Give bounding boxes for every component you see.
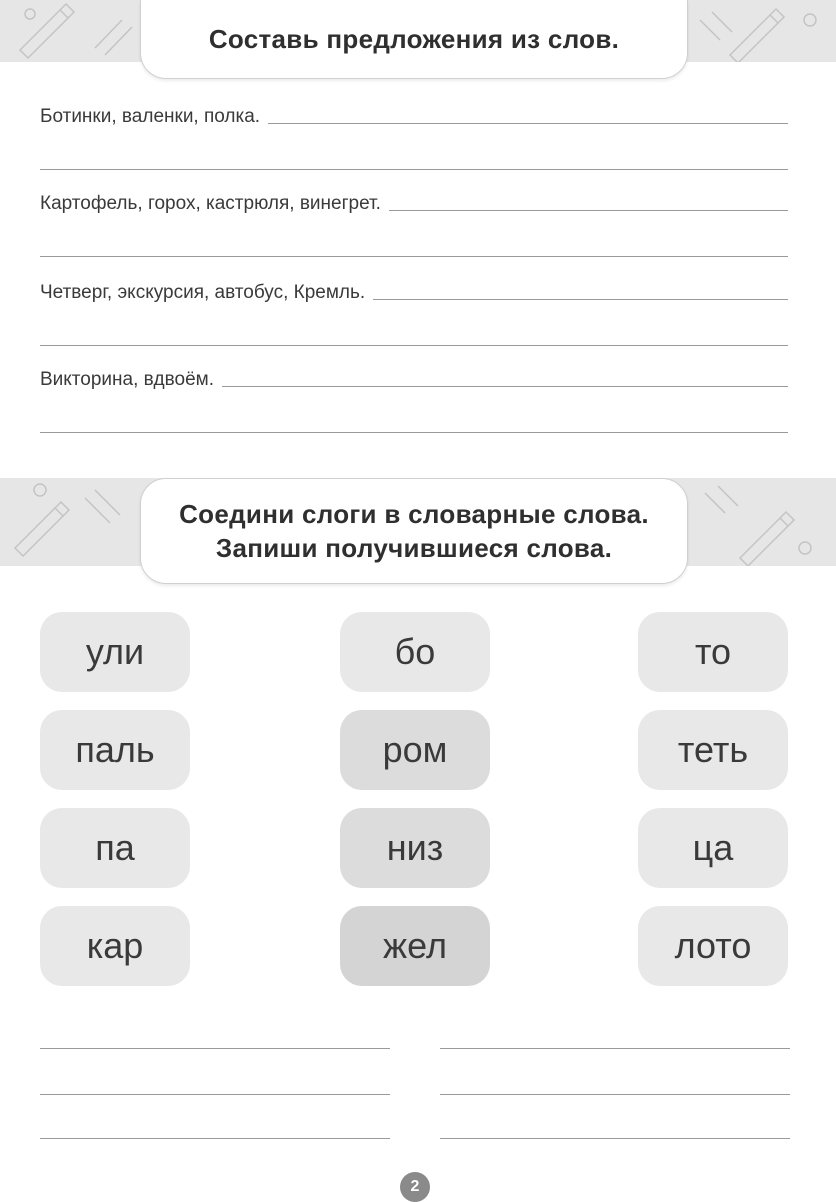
answer-line[interactable] <box>268 123 788 124</box>
answer-line[interactable] <box>40 432 788 433</box>
answer-line[interactable] <box>40 256 788 257</box>
answer-line[interactable] <box>440 1138 790 1139</box>
answer-line[interactable] <box>40 1094 390 1095</box>
answer-line[interactable] <box>40 1048 390 1049</box>
exercise-4 <box>40 368 788 433</box>
answer-line[interactable] <box>440 1048 790 1049</box>
prompt-text: Ботинки, валенки, полка. <box>40 106 261 127</box>
exercise-1 <box>40 105 788 170</box>
syllable-tile[interactable]: бо <box>340 612 490 692</box>
exercise-2 <box>40 192 788 257</box>
section1-title-card <box>140 0 688 79</box>
answer-line[interactable] <box>40 1138 390 1139</box>
page-number-badge: 2 <box>400 1172 430 1202</box>
syllable-tile[interactable]: кар <box>40 906 190 986</box>
syllable-tile[interactable]: па <box>40 808 190 888</box>
prompt-text: Четверг, экскурсия, автобус, Кремль. <box>40 282 366 303</box>
answer-line[interactable] <box>40 345 788 346</box>
section2-title-card <box>140 478 688 584</box>
prompt-text: Викторина, вдвоём. <box>40 369 214 390</box>
syllable-tile[interactable]: жел <box>340 906 490 986</box>
exercise-3 <box>40 281 788 346</box>
syllable-tile[interactable]: паль <box>40 710 190 790</box>
answer-line[interactable] <box>373 299 788 300</box>
answer-line[interactable] <box>40 169 788 170</box>
answer-line[interactable] <box>222 386 788 387</box>
answer-line[interactable] <box>440 1094 790 1095</box>
syllable-tile[interactable]: теть <box>638 710 788 790</box>
section2-title-line1: Соедини слоги в словарные слова. <box>179 499 649 529</box>
syllable-tile[interactable]: лото <box>638 906 788 986</box>
section1-title: Составь предложения из слов. <box>208 24 620 54</box>
syllable-tile[interactable]: ром <box>340 710 490 790</box>
syllable-tile[interactable]: низ <box>340 808 490 888</box>
prompt-text: Картофель, горох, кастрюля, винегрет. <box>40 193 381 214</box>
section2-title-line2: Запиши получившиеся слова. <box>215 533 613 563</box>
syllable-tile[interactable]: то <box>638 612 788 692</box>
syllable-tile[interactable]: ца <box>638 808 788 888</box>
answer-line[interactable] <box>389 210 788 211</box>
syllable-tile[interactable]: ули <box>40 612 190 692</box>
